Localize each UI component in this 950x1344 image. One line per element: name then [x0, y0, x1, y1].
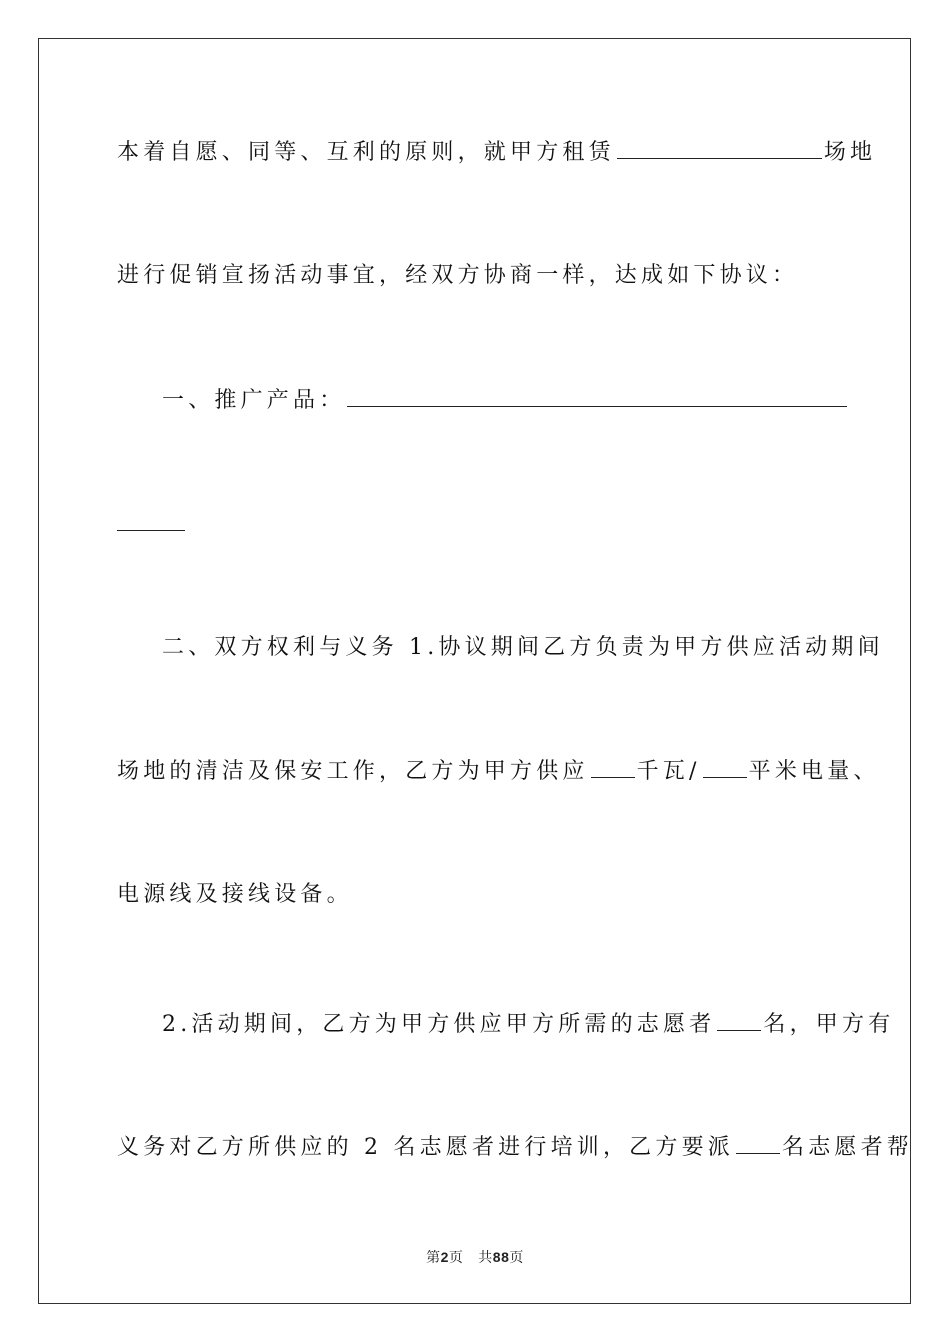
text-run: 电源线及接线设备。 — [117, 882, 353, 907]
paragraph-line — [117, 510, 187, 540]
fill-in-blank — [736, 1133, 780, 1154]
fill-in-blank — [347, 386, 847, 407]
section-heading-product — [162, 386, 849, 416]
text-run: 义务对乙方所供应的 2 名志愿者进行培训，乙方要派 — [117, 1135, 734, 1160]
text-run: 本着自愿、同等、互利的原则，就甲方租赁 — [117, 140, 615, 165]
fill-in-blank — [703, 757, 747, 778]
text-run: 场地的清洁及保安工作，乙方为甲方供应 — [117, 759, 589, 784]
text-run: 进行促销宣扬活动事宜，经双方协商一样，达成如下协议： — [117, 263, 799, 288]
footer-total-pages: 88 — [492, 1249, 510, 1265]
page-border — [38, 38, 914, 1304]
paragraph-line — [117, 757, 880, 787]
text-run: 一、推广产品： — [162, 388, 346, 413]
footer-page-prefix: 第 — [426, 1250, 441, 1266]
paragraph-line — [117, 1133, 913, 1163]
text-run: 二、双方权利与义务 1.协议期间乙方负责为甲方供应活动期间 — [162, 635, 884, 660]
paragraph-line — [117, 138, 876, 168]
text-run: 场地 — [823, 140, 877, 165]
text-run: 平米电量、 — [748, 759, 880, 784]
text-run: 名志愿者帮 — [782, 1135, 914, 1160]
fill-in-blank — [717, 1010, 761, 1031]
footer-page-number: 2 — [440, 1249, 449, 1265]
paragraph-line — [117, 261, 798, 291]
fill-in-blank — [117, 510, 185, 531]
fill-in-blank — [617, 138, 822, 159]
footer-page-suffix: 页 — [448, 1250, 464, 1266]
fill-in-blank — [591, 757, 635, 778]
text-run: 2.活动期间，乙方为甲方供应甲方所需的志愿者 — [162, 1012, 716, 1037]
paragraph-line — [162, 1010, 894, 1040]
text-run: 名，甲方有 — [763, 1012, 895, 1037]
page-footer — [0, 1247, 950, 1268]
section-heading-rights — [162, 633, 884, 663]
text-run: 千瓦/ — [636, 759, 701, 784]
footer-total-suffix: 页 — [509, 1250, 524, 1266]
paragraph-line — [117, 880, 353, 910]
footer-total-prefix: 共 — [478, 1250, 493, 1266]
